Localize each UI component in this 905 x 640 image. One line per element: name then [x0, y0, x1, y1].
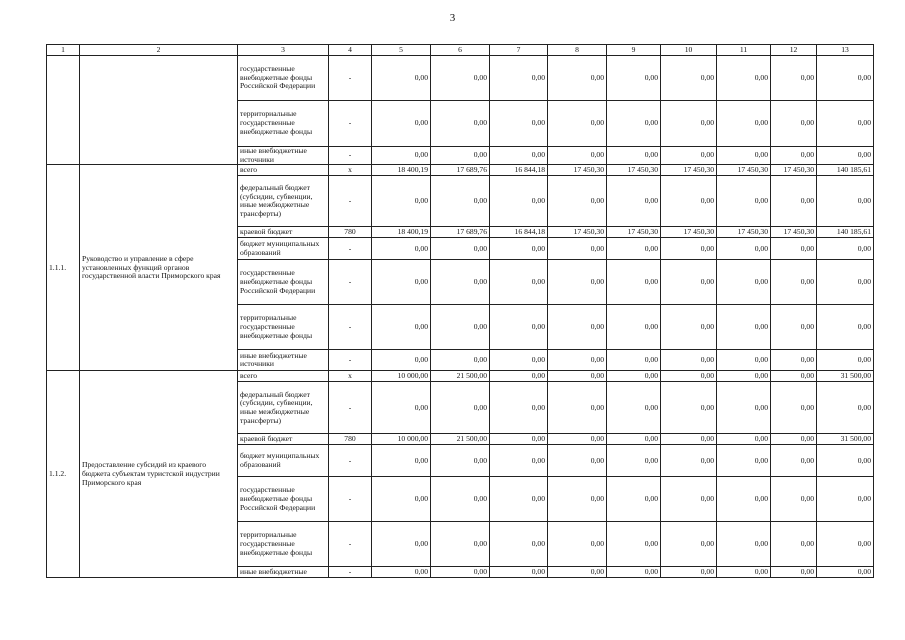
value-cell: 0,00 [431, 101, 490, 147]
value-cell: 16 844,18 [490, 227, 548, 238]
budget-code: - [329, 350, 372, 371]
value-cell: 0,00 [490, 147, 548, 165]
value-cell: 17 450,30 [771, 227, 817, 238]
value-cell: 0,00 [661, 101, 717, 147]
value-cell: 0,00 [372, 147, 431, 165]
value-cell: 0,00 [717, 477, 771, 522]
value-cell: 0,00 [717, 176, 771, 227]
value-cell: 0,00 [771, 567, 817, 578]
value-cell: 0,00 [717, 260, 771, 305]
budget-code: - [329, 477, 372, 522]
funding-source: территориальные государственные внебюджетные фонды [238, 101, 329, 147]
value-cell: 21 500,00 [431, 371, 490, 382]
value-cell: 0,00 [490, 101, 548, 147]
value-cell: 17 689,76 [431, 227, 490, 238]
header-cell: 4 [329, 45, 372, 56]
value-cell: 0,00 [771, 101, 817, 147]
value-cell: 0,00 [771, 445, 817, 477]
value-cell: 18 400,19 [372, 227, 431, 238]
value-cell: 0,00 [817, 56, 874, 101]
value-cell: 0,00 [607, 350, 661, 371]
value-cell: 0,00 [372, 477, 431, 522]
header-cell: 11 [717, 45, 771, 56]
funding-source: краевой бюджет [238, 434, 329, 445]
value-cell: 17 450,30 [717, 227, 771, 238]
value-cell: 0,00 [490, 434, 548, 445]
value-cell: 0,00 [548, 101, 607, 147]
value-cell: 0,00 [817, 176, 874, 227]
value-cell: 0,00 [431, 382, 490, 434]
value-cell: 10 000,00 [372, 371, 431, 382]
value-cell: 0,00 [771, 477, 817, 522]
value-cell: 0,00 [607, 56, 661, 101]
value-cell: 0,00 [548, 522, 607, 567]
value-cell: 0,00 [372, 56, 431, 101]
value-cell: 0,00 [607, 147, 661, 165]
budget-code: - [329, 176, 372, 227]
budget-code: x [329, 371, 372, 382]
value-cell: 0,00 [771, 176, 817, 227]
value-cell: 0,00 [661, 371, 717, 382]
value-cell: 17 450,30 [717, 165, 771, 176]
value-cell: 0,00 [548, 147, 607, 165]
value-cell: 0,00 [771, 434, 817, 445]
value-cell: 0,00 [431, 238, 490, 260]
value-cell: 0,00 [431, 56, 490, 101]
value-cell: 0,00 [717, 434, 771, 445]
value-cell: 0,00 [771, 260, 817, 305]
value-cell: 0,00 [372, 522, 431, 567]
value-cell: 0,00 [771, 147, 817, 165]
value-cell: 0,00 [607, 567, 661, 578]
header-cell: 8 [548, 45, 607, 56]
funding-source: федеральный бюджет (субсидии, субвенции, иные межбюджетные трансферты) [238, 176, 329, 227]
value-cell: 17 689,76 [431, 165, 490, 176]
table-row [47, 165, 874, 176]
budget-code: - [329, 260, 372, 305]
budget-code: x [329, 165, 372, 176]
value-cell: 0,00 [548, 477, 607, 522]
table-body [47, 45, 874, 578]
value-cell: 31 500,00 [817, 371, 874, 382]
header-cell: 3 [238, 45, 329, 56]
budget-code: - [329, 382, 372, 434]
value-cell: 0,00 [372, 567, 431, 578]
budget-code: 780 [329, 227, 372, 238]
value-cell: 0,00 [717, 147, 771, 165]
value-cell: 0,00 [490, 567, 548, 578]
value-cell: 0,00 [661, 56, 717, 101]
value-cell: 0,00 [817, 567, 874, 578]
budget-code: - [329, 305, 372, 350]
budget-code: - [329, 56, 372, 101]
value-cell: 17 450,30 [548, 165, 607, 176]
value-cell: 0,00 [771, 238, 817, 260]
budget-code: - [329, 522, 372, 567]
value-cell: 0,00 [717, 371, 771, 382]
funding-source: государственные внебюджетные фонды Российской Федерации [238, 477, 329, 522]
value-cell: 0,00 [431, 477, 490, 522]
value-cell: 17 450,30 [607, 227, 661, 238]
value-cell: 0,00 [431, 260, 490, 305]
value-cell: 0,00 [490, 382, 548, 434]
header-cell: 5 [372, 45, 431, 56]
value-cell: 0,00 [490, 238, 548, 260]
value-cell: 0,00 [548, 305, 607, 350]
value-cell: 0,00 [661, 382, 717, 434]
value-cell: 0,00 [817, 477, 874, 522]
value-cell: 0,00 [717, 567, 771, 578]
value-cell: 0,00 [717, 238, 771, 260]
budget-code: - [329, 567, 372, 578]
funding-source: территориальные государственные внебюджетные фонды [238, 522, 329, 567]
value-cell: 0,00 [372, 305, 431, 350]
value-cell: 0,00 [717, 56, 771, 101]
value-cell: 0,00 [817, 522, 874, 567]
value-cell: 0,00 [431, 522, 490, 567]
value-cell: 0,00 [771, 371, 817, 382]
value-cell: 0,00 [372, 101, 431, 147]
value-cell: 0,00 [490, 477, 548, 522]
value-cell: 0,00 [490, 305, 548, 350]
value-cell: 0,00 [661, 522, 717, 567]
value-cell: 0,00 [372, 260, 431, 305]
budget-code: - [329, 101, 372, 147]
header-cell: 1 [47, 45, 80, 56]
value-cell: 0,00 [607, 305, 661, 350]
value-cell: 0,00 [490, 350, 548, 371]
value-cell: 0,00 [548, 56, 607, 101]
value-cell: 0,00 [817, 147, 874, 165]
item-code: 1.1.1. [47, 165, 80, 371]
value-cell: 0,00 [490, 56, 548, 101]
value-cell: 0,00 [548, 350, 607, 371]
header-cell: 6 [431, 45, 490, 56]
value-cell: 0,00 [661, 434, 717, 445]
funding-source: иные внебюджетные источники [238, 350, 329, 371]
value-cell: 140 185,61 [817, 227, 874, 238]
value-cell: 0,00 [548, 445, 607, 477]
value-cell: 0,00 [490, 260, 548, 305]
value-cell: 0,00 [661, 305, 717, 350]
value-cell: 0,00 [490, 445, 548, 477]
funding-source: иные внебюджетные [238, 567, 329, 578]
value-cell: 17 450,30 [661, 165, 717, 176]
value-cell: 0,00 [607, 382, 661, 434]
value-cell: 0,00 [431, 305, 490, 350]
value-cell: 0,00 [817, 382, 874, 434]
value-cell: 0,00 [431, 176, 490, 227]
value-cell: 0,00 [372, 445, 431, 477]
value-cell: 0,00 [661, 567, 717, 578]
value-cell: 0,00 [717, 101, 771, 147]
value-cell: 0,00 [548, 382, 607, 434]
value-cell: 0,00 [372, 176, 431, 227]
budget-code: 780 [329, 434, 372, 445]
value-cell: 0,00 [490, 371, 548, 382]
header-cell: 12 [771, 45, 817, 56]
table-row [47, 371, 874, 382]
value-cell: 31 500,00 [817, 434, 874, 445]
value-cell: 0,00 [372, 238, 431, 260]
header-cell: 7 [490, 45, 548, 56]
value-cell: 0,00 [817, 238, 874, 260]
value-cell: 0,00 [717, 445, 771, 477]
value-cell: 0,00 [771, 350, 817, 371]
page-number: 3 [449, 12, 456, 24]
item-name [80, 56, 238, 165]
value-cell: 0,00 [607, 445, 661, 477]
value-cell: 0,00 [661, 147, 717, 165]
value-cell: 0,00 [661, 238, 717, 260]
header-cell: 10 [661, 45, 717, 56]
value-cell: 0,00 [548, 567, 607, 578]
funding-source: территориальные государственные внебюджетные фонды [238, 305, 329, 350]
value-cell: 0,00 [607, 176, 661, 227]
budget-code: - [329, 238, 372, 260]
funding-source: всего [238, 371, 329, 382]
header-cell: 9 [607, 45, 661, 56]
item-name: Руководство и управление в сфере установленных функций органов государственной власти Приморского края [80, 165, 238, 371]
value-cell: 0,00 [431, 350, 490, 371]
value-cell: 0,00 [548, 260, 607, 305]
value-cell: 21 500,00 [431, 434, 490, 445]
funding-source: краевой бюджет [238, 227, 329, 238]
table-row [47, 56, 874, 101]
funding-source: всего [238, 165, 329, 176]
value-cell: 0,00 [771, 56, 817, 101]
value-cell: 0,00 [661, 477, 717, 522]
value-cell: 0,00 [771, 522, 817, 567]
value-cell: 17 450,30 [661, 227, 717, 238]
item-name: Предоставление субсидий из краевого бюджета субъектам туристской индустрии Приморского края [80, 371, 238, 578]
value-cell: 0,00 [490, 176, 548, 227]
value-cell: 0,00 [607, 371, 661, 382]
value-cell: 0,00 [717, 522, 771, 567]
value-cell: 0,00 [661, 445, 717, 477]
value-cell: 140 185,61 [817, 165, 874, 176]
value-cell: 0,00 [817, 445, 874, 477]
value-cell: 0,00 [607, 522, 661, 567]
value-cell: 0,00 [817, 101, 874, 147]
funding-source: бюджет муниципальных образований [238, 238, 329, 260]
value-cell: 18 400,19 [372, 165, 431, 176]
value-cell: 17 450,30 [771, 165, 817, 176]
value-cell: 0,00 [717, 305, 771, 350]
budget-code: - [329, 445, 372, 477]
funding-source: бюджет муниципальных образований [238, 445, 329, 477]
value-cell: 0,00 [607, 101, 661, 147]
value-cell: 0,00 [548, 238, 607, 260]
value-cell: 0,00 [431, 567, 490, 578]
value-cell: 0,00 [661, 176, 717, 227]
value-cell: 0,00 [607, 477, 661, 522]
funding-source: государственные внебюджетные фонды Российской Федерации [238, 56, 329, 101]
value-cell: 0,00 [372, 382, 431, 434]
value-cell: 0,00 [607, 434, 661, 445]
value-cell: 0,00 [717, 350, 771, 371]
value-cell: 0,00 [431, 147, 490, 165]
funding-source: государственные внебюджетные фонды Российской Федерации [238, 260, 329, 305]
value-cell: 0,00 [817, 260, 874, 305]
header-row [47, 45, 874, 56]
value-cell: 10 000,00 [372, 434, 431, 445]
value-cell: 0,00 [817, 305, 874, 350]
budget-table [46, 44, 874, 578]
value-cell: 0,00 [607, 260, 661, 305]
header-cell: 13 [817, 45, 874, 56]
header-cell: 2 [80, 45, 238, 56]
value-cell: 0,00 [717, 382, 771, 434]
value-cell: 0,00 [548, 371, 607, 382]
value-cell: 16 844,18 [490, 165, 548, 176]
value-cell: 0,00 [771, 305, 817, 350]
funding-source: федеральный бюджет (субсидии, субвенции, иные межбюджетные трансферты) [238, 382, 329, 434]
value-cell: 0,00 [661, 350, 717, 371]
value-cell: 0,00 [372, 350, 431, 371]
item-code [47, 56, 80, 165]
budget-code: - [329, 147, 372, 165]
value-cell: 0,00 [817, 350, 874, 371]
value-cell: 0,00 [490, 522, 548, 567]
item-code: 1.1.2. [47, 371, 80, 578]
funding-source: иные внебюджетные источники [238, 147, 329, 165]
value-cell: 17 450,30 [607, 165, 661, 176]
value-cell: 0,00 [431, 445, 490, 477]
value-cell: 0,00 [548, 176, 607, 227]
value-cell: 0,00 [661, 260, 717, 305]
value-cell: 0,00 [771, 382, 817, 434]
value-cell: 17 450,30 [548, 227, 607, 238]
value-cell: 0,00 [548, 434, 607, 445]
value-cell: 0,00 [607, 238, 661, 260]
